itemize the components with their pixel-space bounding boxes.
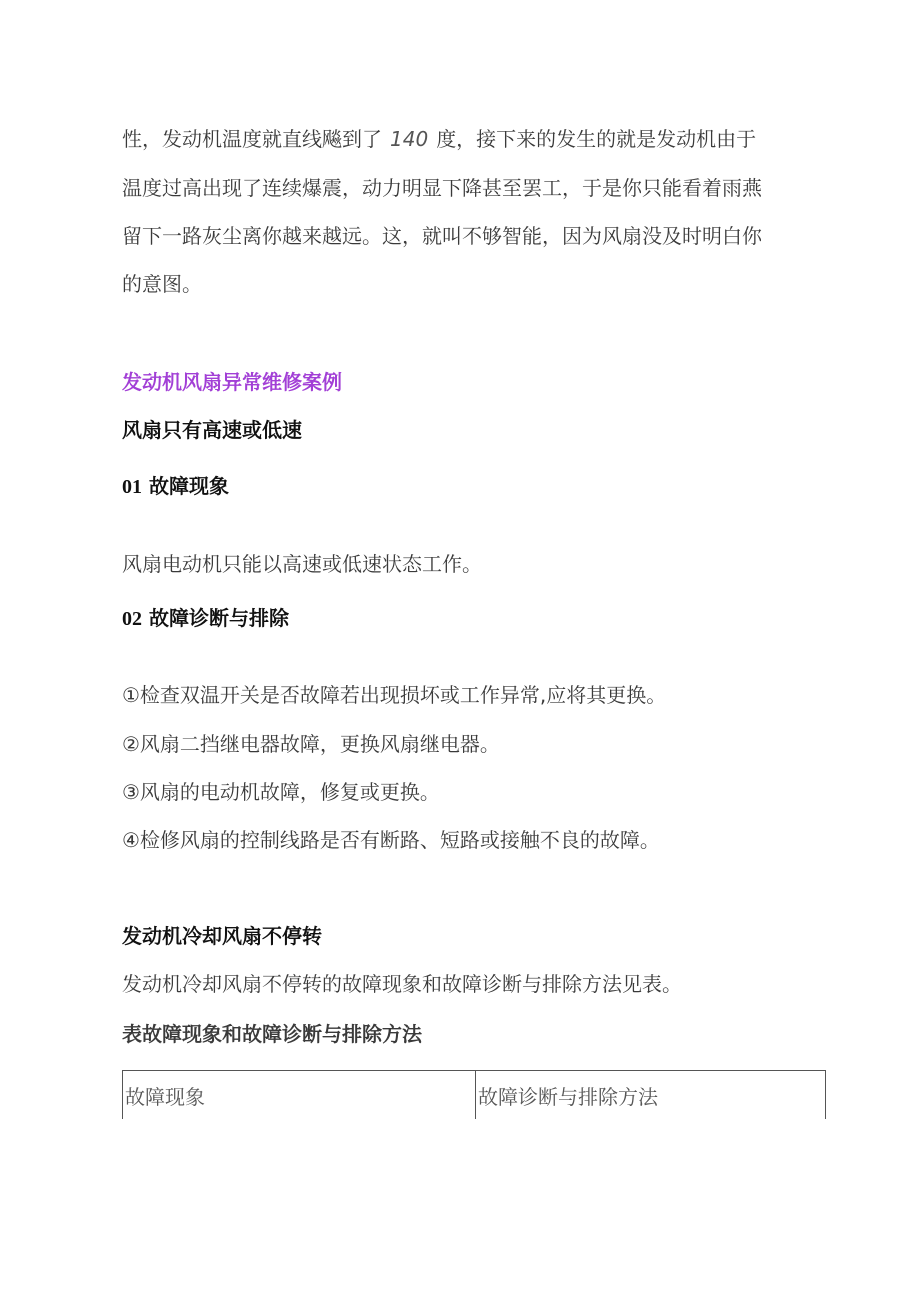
diagnosis-step-4: ④检修风扇的控制线路是否有断路、短路或接触不良的故障。 [122,828,660,852]
intro-line-2: 温度过高出现了连续爆震，动力明显下降甚至罢工，于是你只能看着雨燕 [122,176,762,200]
table-caption: 表故障现象和故障诊断与排除方法 [122,1022,422,1046]
diagnosis-step-2: ②风扇二挡继电器故障，更换风扇继电器。 [122,732,500,756]
table-header-phenomenon: 故障现象 [123,1071,476,1120]
table-header-row [123,1071,826,1120]
fault-phenomenon-text: 风扇电动机只能以高速或低速状态工作。 [122,552,482,576]
heading-number-01: 01 [122,476,142,498]
intro-line-1-after: 度，接下来的发生的就是发动机由于 [436,127,757,151]
heading-fault-diagnosis [122,598,289,639]
section2-description: 发动机冷却风扇不停转的故障现象和故障诊断与排除方法见表。 [122,972,682,996]
diagnosis-step-1: ①检查双温开关是否故障若出现损坏或工作异常,应将其更换。 [122,683,667,707]
heading-number-02: 02 [122,608,142,630]
heading-fault-phenomenon [122,466,229,507]
intro-line-4: 的意图。 [122,272,202,296]
section-title-fan-nonstop: 发动机冷却风扇不停转 [122,924,322,948]
fault-table [122,1070,826,1119]
intro-line-1 [122,117,756,161]
subtitle-fan-high-low-only: 风扇只有高速或低速 [122,418,302,442]
section-title-fan-repair-case: 发动机风扇异常维修案例 [122,370,342,394]
heading-fault-diagnosis-label: 故障诊断与排除 [148,606,289,630]
heading-fault-phenomenon-label: 故障现象 [148,474,229,498]
intro-line-1-before: 性，发动机温度就直线飚到了 [122,127,382,151]
diagnosis-step-3: ③风扇的电动机故障，修复或更换。 [122,780,440,804]
intro-line-3: 留下一路灰尘离你越来越远。这，就叫不够智能，因为风扇没及时明白你 [122,224,762,248]
table-header-diagnosis: 故障诊断与排除方法 [476,1071,826,1120]
intro-temperature-value: 140 [390,127,429,151]
